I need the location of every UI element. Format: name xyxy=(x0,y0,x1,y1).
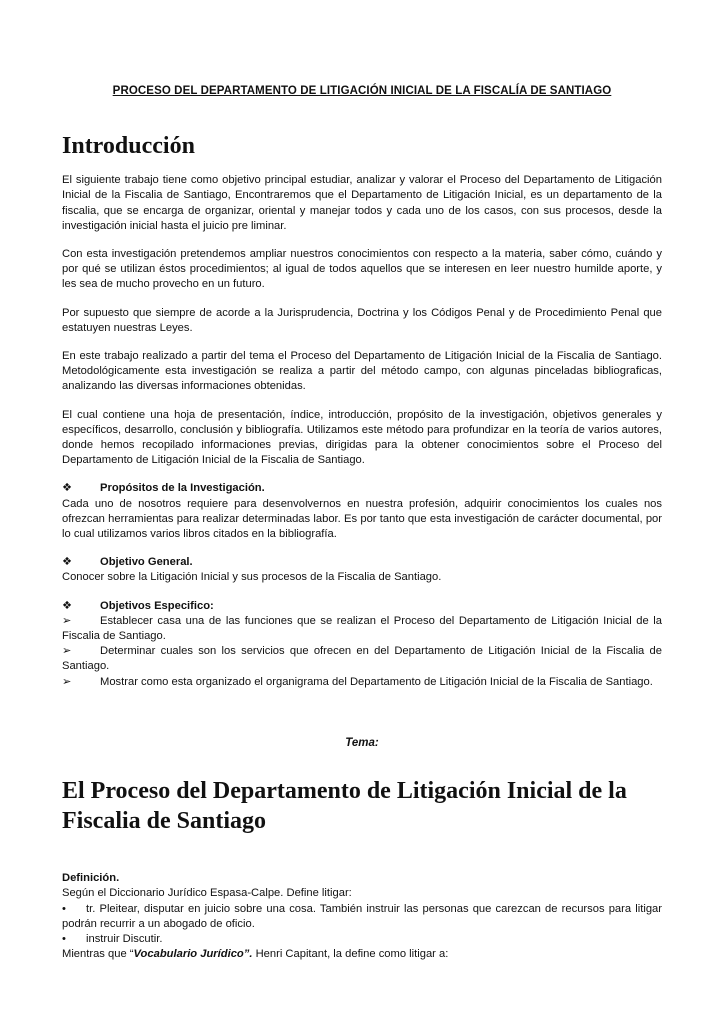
propositos-body: Cada uno de nosotros requiere para desenvolvernos en nuestra profesión, adquirir conocimientos los cuales nos ofrezcan herramientas para realizar determinadas labor. Es por tanto que esta investigación de carácter documental, por lo cual utilizamos varios libros citados en la bibliografía. xyxy=(62,497,662,541)
objetivo-item-text: Establecer casa una de las funciones que se realizan el Proceso del Departamento de Litigación Inicial de la Fiscalia de Santiago. xyxy=(62,614,662,643)
objetivo-item-text: Determinar cuales son los servicios que ofrecen en del Departamento de Litigación Inicial de la Fiscalia de Santiago. xyxy=(62,645,662,673)
dot-bullet-icon: • xyxy=(62,902,66,915)
closing-emphasis: Vocabulario Jurídico”. xyxy=(133,948,253,961)
definicion-item xyxy=(62,932,662,947)
definicion-closing xyxy=(62,947,662,962)
definicion-item-text: instruir Discutir. xyxy=(86,932,163,945)
tema-heading: El Proceso del Departamento de Litigación Inicial de la Fiscalia de Santiago xyxy=(62,778,627,835)
definicion-item-text: tr. Pleitear, disputar en juicio sobre una cosa. También instruir las personas que carezcan de recursos para litigar podrán recurrir a un abogado de oficio. xyxy=(62,902,662,930)
objetivo-general-heading xyxy=(62,555,662,570)
arrow-bullet-icon: ➢ xyxy=(62,675,72,688)
propositos-heading xyxy=(62,481,662,496)
definicion-title: Definición. xyxy=(62,872,120,885)
objetivo-item xyxy=(62,644,662,674)
intro-paragraph: Con esta investigación pretendemos ampliar nuestros conocimientos con respecto a la materia, saber cómo, cuándo y por qué se utilizan éstos procedimientos; al igual de todos aquellos que se interesen en leer nuestro humilde aporte, y les sea de mucho provecho en un futuro. xyxy=(62,248,662,291)
intro-paragraph: El siguiente trabajo tiene como objetivo principal estudiar, analizar y valorar el Proceso del Departamento de Litigación Inicial de la Fiscalia de Santiago, Encontraremos que el Departamento de Litigación Inicial, es un departamento de la fiscalia, que se encarga de organizar, oriental y manejar todos y cada uno de los casos, con sus procesos, desde la investigación inicial hasta el juicio pre liminar. xyxy=(62,174,662,232)
definicion-intro: Según el Diccionario Jurídico Espasa-Calpe. Define litigar: xyxy=(62,887,352,900)
intro-paragraph: Por supuesto que siempre de acorde a la Jurisprudencia, Doctrina y los Códigos Penal y de Procedimiento Penal que estatuyen nuestras Leyes. xyxy=(62,306,662,334)
intro-paragraph: En este trabajo realizado a partir del tema el Proceso del Departamento de Litigación Inicial de la Fiscalia de Santiago. Metodológicamente esta investigación se realiza a partir del método campo, con algunas pinceladas bibliograficas, analizando las diversas informaciones obtenidas. xyxy=(62,350,662,393)
diamond-bullet-icon: ❖ xyxy=(62,556,73,569)
dot-bullet-icon: • xyxy=(62,932,66,945)
objetivo-item xyxy=(62,614,662,644)
document-title: PROCESO DEL DEPARTAMENTO DE LITIGACIÓN INICIAL DE LA FISCALÍA DE SANTIAGO xyxy=(112,85,612,97)
objetivos-especificos-heading xyxy=(62,599,662,614)
closing-suffix: Henri Capitant, la define como litigar a: xyxy=(252,948,449,961)
closing-prefix: Mientras que “ xyxy=(62,948,134,961)
objetivo-general-title: Objetivo General. xyxy=(100,556,193,569)
diamond-bullet-icon: ❖ xyxy=(62,599,73,612)
definicion-item xyxy=(62,902,662,932)
arrow-bullet-icon: ➢ xyxy=(62,614,72,627)
objetivo-item-text: Mostrar como esta organizado el organigrama del Departamento de Litigación Inicial de la Fiscalia de Santiago. xyxy=(100,675,653,688)
objetivo-item xyxy=(62,675,662,690)
diamond-bullet-icon: ❖ xyxy=(62,482,73,495)
intro-paragraph: El cual contiene una hoja de presentación, índice, introducción, propósito de la investigación, objetivos generales y específicos, desarrollo, conclusión y bibliografía. Utilizamos este método para profundizar en la teoría de varios autores, donde hemos recopilado informaciones previas, dirigidas para la obtener conocimientos sobre el Proceso del Departamento de Litigación Inicial de la Fiscalia de Santiago. xyxy=(62,408,662,467)
intro-heading: Introducción xyxy=(62,133,195,160)
objetivos-especificos-title: Objetivos Especifico: xyxy=(100,599,214,612)
tema-label: Tema: xyxy=(345,736,379,749)
propositos-title: Propósitos de la Investigación. xyxy=(100,482,265,495)
arrow-bullet-icon: ➢ xyxy=(62,645,72,658)
objetivo-general-body: Conocer sobre la Litigación Inicial y sus procesos de la Fiscalia de Santiago. xyxy=(62,571,442,584)
